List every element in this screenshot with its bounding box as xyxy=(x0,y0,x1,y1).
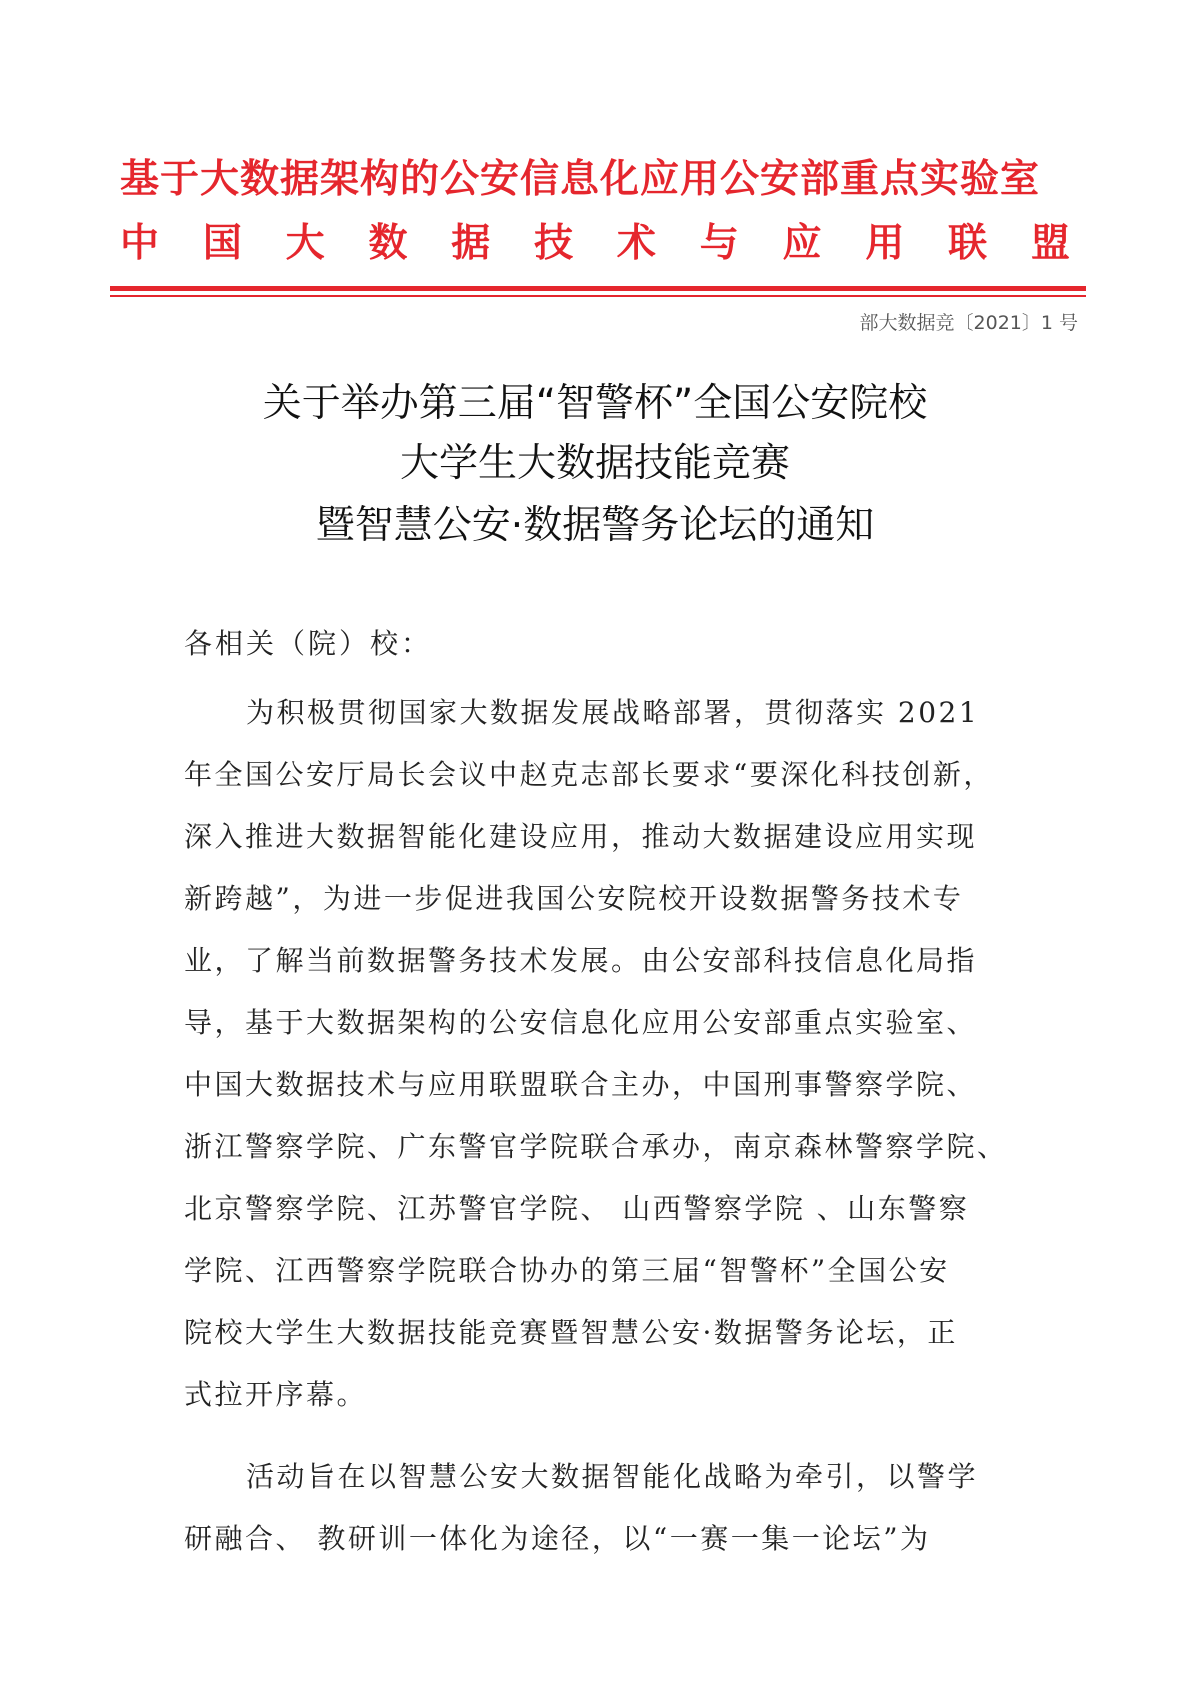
paragraph-line: 浙江警察学院、广东警官学院联合承办，南京森林警察学院、 xyxy=(184,1130,1008,1163)
org-line2-char: 术 xyxy=(616,221,656,266)
org-line2-char: 与 xyxy=(699,221,739,266)
paragraph-line: 研融合、 教研训一体化为途径，以“一赛一集一论坛”为 xyxy=(184,1522,931,1555)
issuer-org-line1: 基于大数据架构的公安信息化应用公安部重点实验室 xyxy=(120,157,1041,202)
notice-title-line2: 大学生大数据技能竞赛 xyxy=(399,441,790,486)
paragraph-line: 北京警察学院、江苏警官学院、 山西警察学院 、山东警察 xyxy=(184,1192,970,1225)
paragraph-line: 新跨越”，为进一步促进我国公安院校开设数据警务技术专 xyxy=(184,882,964,915)
paragraph-line: 为积极贯彻国家大数据发展战略部署，贯彻落实 2021 xyxy=(246,696,980,729)
notice-title-line3: 暨智慧公安·数据警务论坛的通知 xyxy=(315,503,875,548)
header-divider-thick xyxy=(110,286,1086,291)
org-line2-char: 国 xyxy=(202,221,242,266)
paragraph-line: 院校大学生大数据技能竞赛暨智慧公安·数据警务论坛，正 xyxy=(184,1316,958,1349)
paragraph-line: 中国大数据技术与应用联盟联合主办，中国刑事警察学院、 xyxy=(184,1068,978,1101)
org-line2-char: 技 xyxy=(534,221,574,266)
paragraph-line: 业，了解当前数据警务技术发展。由公安部科技信息化局指 xyxy=(184,944,978,977)
org-line2-char: 中 xyxy=(120,221,160,266)
org-line2-char: 据 xyxy=(451,221,491,266)
org-line2-char: 大 xyxy=(285,221,325,266)
org-line2-char: 数 xyxy=(368,221,408,266)
header-divider-thin xyxy=(110,295,1086,297)
issuer-org-line2 xyxy=(120,212,1070,268)
paragraph-line: 年全国公安厅局长会议中赵克志部长要求“要深化科技创新， xyxy=(184,758,994,791)
paragraph-line: 活动旨在以智慧公安大数据智能化战略为牵引，以警学 xyxy=(246,1460,979,1493)
document-number: 部大数据竞〔2021〕1 号 xyxy=(859,312,1078,334)
org-line2-char: 用 xyxy=(865,221,905,266)
body-paragraph-1 xyxy=(184,682,1020,1426)
paragraph-line: 学院、江西警察学院联合协办的第三届“智警杯”全国公安 xyxy=(184,1254,950,1287)
body-paragraph-2 xyxy=(184,1446,1020,1570)
paragraph-line: 式拉开序幕。 xyxy=(184,1378,368,1411)
org-line2-char: 联 xyxy=(948,221,988,266)
org-line2-char: 盟 xyxy=(1030,221,1070,266)
org-line2-char: 应 xyxy=(782,221,822,266)
salutation: 各相关（院）校： xyxy=(184,627,433,660)
paragraph-line: 深入推进大数据智能化建设应用，推动大数据建设应用实现 xyxy=(184,820,978,853)
paragraph-line: 导，基于大数据架构的公安信息化应用公安部重点实验室、 xyxy=(184,1006,978,1039)
notice-title-line1: 关于举办第三届“智警杯”全国公安院校 xyxy=(262,381,928,426)
